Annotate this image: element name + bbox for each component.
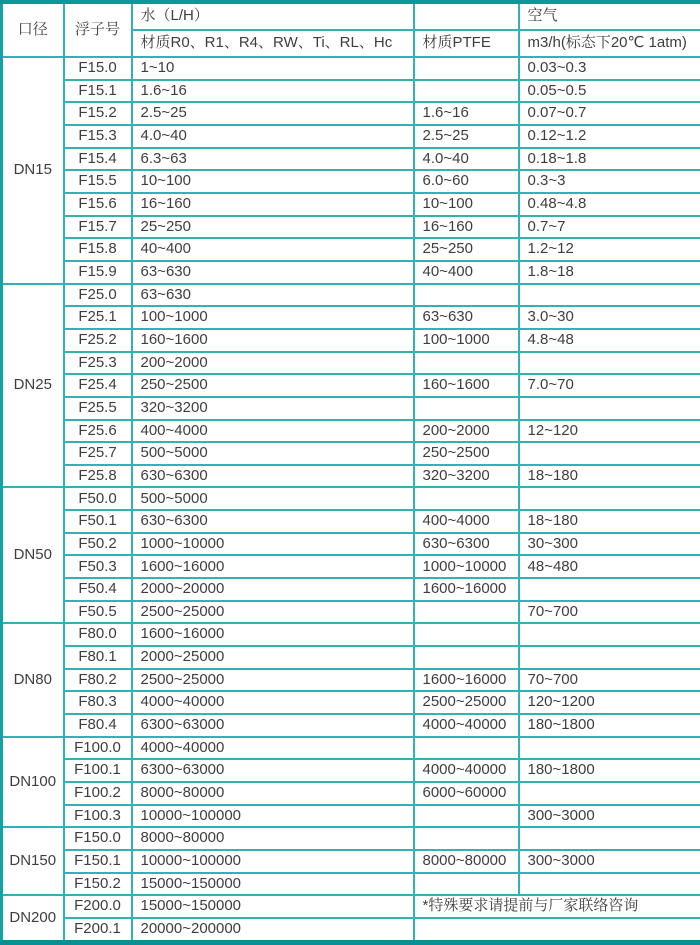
water-metal-range-cell: 10000~100000 [132,805,414,828]
table-row [2,465,700,488]
water-metal-range-cell: 320~3200 [132,397,414,420]
float-number-cell: F80.2 [64,669,132,692]
air-range-cell: 12~120 [519,420,700,443]
table-row [2,691,700,714]
water-metal-range-cell: 63~630 [132,284,414,307]
header-water-material-ptfe: 材质PTFE [414,30,519,57]
diameter-cell: DN50 [2,487,64,623]
water-ptfe-range-cell: 8000~80000 [414,850,519,873]
water-ptfe-range-cell: 400~4000 [414,510,519,533]
float-number-cell: F100.0 [64,737,132,760]
float-number-cell: F15.3 [64,125,132,148]
water-ptfe-range-cell [414,827,519,850]
water-metal-range-cell: 4000~40000 [132,737,414,760]
table-row [2,623,700,646]
water-ptfe-range-cell: 4000~40000 [414,714,519,737]
table-row [2,170,700,193]
air-range-cell: 4.8~48 [519,329,700,352]
float-number-cell: F25.8 [64,465,132,488]
water-metal-range-cell: 160~1600 [132,329,414,352]
water-ptfe-range-cell [414,805,519,828]
water-ptfe-range-cell [414,352,519,375]
table-row [2,510,700,533]
air-range-cell: 18~180 [519,465,700,488]
water-metal-range-cell: 15000~150000 [132,873,414,896]
water-ptfe-range-cell: 6000~60000 [414,782,519,805]
water-ptfe-range-cell [414,623,519,646]
air-range-cell: 70~700 [519,669,700,692]
float-number-cell: F50.0 [64,487,132,510]
float-number-cell: F200.1 [64,918,132,943]
air-range-cell: 180~1800 [519,714,700,737]
table-row [2,125,700,148]
air-range-cell [519,782,700,805]
water-ptfe-range-cell: 320~3200 [414,465,519,488]
float-number-cell: F100.1 [64,759,132,782]
table-row [2,329,700,352]
water-ptfe-range-cell: 1000~10000 [414,555,519,578]
water-metal-range-cell: 500~5000 [132,487,414,510]
air-range-cell: 300~3000 [519,805,700,828]
air-range-cell: 0.03~0.3 [519,57,700,80]
water-ptfe-range-cell: 200~2000 [414,420,519,443]
table-row [2,578,700,601]
water-metal-range-cell: 2500~25000 [132,669,414,692]
water-metal-range-cell: 2.5~25 [132,102,414,125]
diameter-cell: DN200 [2,895,64,942]
float-number-cell: F15.9 [64,261,132,284]
air-range-cell: 7.0~70 [519,374,700,397]
air-range-cell: 48~480 [519,555,700,578]
air-range-cell: 0.3~3 [519,170,700,193]
table-row [2,306,700,329]
water-ptfe-range-cell [414,601,519,624]
air-range-cell [519,487,700,510]
water-metal-range-cell: 1.6~16 [132,80,414,103]
float-number-cell: F80.4 [64,714,132,737]
footnote-cell: *特殊要求请提前与厂家联络咨询 [414,895,700,918]
float-number-cell: F100.3 [64,805,132,828]
table-row [2,759,700,782]
header-water-material-metal: 材质R0、R1、R4、RW、Ti、RL、Hc [132,30,414,57]
air-range-cell [519,442,700,465]
float-number-cell: F25.0 [64,284,132,307]
water-ptfe-range-cell: 16~160 [414,216,519,239]
table-row [2,397,700,420]
air-range-cell: 0.48~4.8 [519,193,700,216]
float-number-cell: F50.1 [64,510,132,533]
float-number-cell: F15.5 [64,170,132,193]
water-ptfe-range-cell: 1600~16000 [414,578,519,601]
water-ptfe-range-cell: 10~100 [414,193,519,216]
float-number-cell: F25.3 [64,352,132,375]
air-range-cell [519,827,700,850]
water-metal-range-cell: 4000~40000 [132,691,414,714]
water-metal-range-cell: 40~400 [132,238,414,261]
table-row [2,737,700,760]
table-row [2,873,700,896]
merged-empty-cell [414,918,700,943]
float-number-cell: F80.0 [64,623,132,646]
float-number-cell: F80.3 [64,691,132,714]
water-metal-range-cell: 20000~200000 [132,918,414,943]
water-ptfe-range-cell [414,57,519,80]
air-range-cell: 180~1800 [519,759,700,782]
header-float-number: 浮子号 [64,2,132,57]
table-row [2,284,700,307]
water-metal-range-cell: 630~6300 [132,465,414,488]
water-metal-range-cell: 2500~25000 [132,601,414,624]
water-ptfe-range-cell: 100~1000 [414,329,519,352]
air-range-cell: 1.8~18 [519,261,700,284]
table-row [2,57,700,80]
table-body [2,57,700,943]
float-number-cell: F15.4 [64,148,132,171]
float-number-cell: F150.1 [64,850,132,873]
water-metal-range-cell: 200~2000 [132,352,414,375]
air-range-cell: 30~300 [519,533,700,556]
water-metal-range-cell: 2000~25000 [132,646,414,669]
float-number-cell: F25.5 [64,397,132,420]
float-number-cell: F25.4 [64,374,132,397]
table-row [2,352,700,375]
water-ptfe-range-cell: 250~2500 [414,442,519,465]
water-metal-range-cell: 1600~16000 [132,555,414,578]
table-row [2,555,700,578]
float-number-cell: F50.2 [64,533,132,556]
air-range-cell [519,352,700,375]
water-ptfe-range-cell [414,737,519,760]
air-range-cell: 120~1200 [519,691,700,714]
diameter-cell: DN100 [2,737,64,828]
air-range-cell [519,873,700,896]
air-range-cell: 0.18~1.8 [519,148,700,171]
table-row [2,442,700,465]
table-row [2,669,700,692]
table-row [2,850,700,873]
float-number-cell: F150.2 [64,873,132,896]
air-range-cell: 0.05~0.5 [519,80,700,103]
water-ptfe-range-cell: 1.6~16 [414,102,519,125]
header-diameter: 口径 [2,2,64,57]
float-number-cell: F15.6 [64,193,132,216]
air-range-cell: 300~3000 [519,850,700,873]
header-water-title: 水（L/H） [132,2,414,30]
water-metal-range-cell: 10000~100000 [132,850,414,873]
water-ptfe-range-cell: 6.0~60 [414,170,519,193]
water-ptfe-range-cell: 25~250 [414,238,519,261]
air-range-cell [519,737,700,760]
float-number-cell: F15.8 [64,238,132,261]
float-number-cell: F100.2 [64,782,132,805]
water-metal-range-cell: 10~100 [132,170,414,193]
table-row [2,261,700,284]
water-ptfe-range-cell [414,80,519,103]
water-ptfe-range-cell: 40~400 [414,261,519,284]
water-ptfe-range-cell [414,646,519,669]
water-ptfe-range-cell [414,487,519,510]
water-metal-range-cell: 500~5000 [132,442,414,465]
float-number-cell: F15.7 [64,216,132,239]
water-metal-range-cell: 2000~20000 [132,578,414,601]
water-ptfe-range-cell [414,873,519,896]
table-row [2,216,700,239]
water-ptfe-range-cell: 4000~40000 [414,759,519,782]
water-metal-range-cell: 6300~63000 [132,759,414,782]
table-row [2,782,700,805]
diameter-cell: DN25 [2,284,64,488]
water-ptfe-range-cell: 630~6300 [414,533,519,556]
water-metal-range-cell: 8000~80000 [132,827,414,850]
table-row [2,487,700,510]
water-ptfe-range-cell: 4.0~40 [414,148,519,171]
water-metal-range-cell: 8000~80000 [132,782,414,805]
table-row [2,420,700,443]
table-row [2,102,700,125]
water-metal-range-cell: 100~1000 [132,306,414,329]
air-range-cell: 0.07~0.7 [519,102,700,125]
air-range-cell [519,623,700,646]
table-row [2,646,700,669]
float-number-cell: F50.3 [64,555,132,578]
table-header [2,2,700,57]
table-row [2,805,700,828]
water-metal-range-cell: 25~250 [132,216,414,239]
float-number-cell: F80.1 [64,646,132,669]
air-range-cell [519,284,700,307]
water-metal-range-cell: 6300~63000 [132,714,414,737]
float-number-cell: F25.6 [64,420,132,443]
water-metal-range-cell: 400~4000 [132,420,414,443]
water-metal-range-cell: 1000~10000 [132,533,414,556]
table-row [2,714,700,737]
float-number-cell: F200.0 [64,895,132,918]
water-metal-range-cell: 63~630 [132,261,414,284]
water-ptfe-range-cell [414,284,519,307]
float-number-cell: F25.1 [64,306,132,329]
header-air-title: 空气 [519,2,700,30]
water-ptfe-range-cell: 63~630 [414,306,519,329]
float-number-cell: F25.2 [64,329,132,352]
water-ptfe-range-cell [414,397,519,420]
diameter-cell: DN80 [2,623,64,736]
header-water-spacer-cell [414,2,519,30]
table-row [2,827,700,850]
header-row-1 [2,2,700,30]
table-row [2,601,700,624]
float-number-cell: F50.5 [64,601,132,624]
header-air-unit: m3/h(标态下20℃ 1atm) [519,30,700,57]
table-row [2,895,700,918]
water-ptfe-range-cell: 2500~25000 [414,691,519,714]
air-range-cell [519,646,700,669]
air-range-cell: 1.2~12 [519,238,700,261]
diameter-cell: DN15 [2,57,64,284]
water-metal-range-cell: 250~2500 [132,374,414,397]
water-metal-range-cell: 1600~16000 [132,623,414,646]
water-ptfe-range-cell: 160~1600 [414,374,519,397]
water-metal-range-cell: 630~6300 [132,510,414,533]
water-metal-range-cell: 4.0~40 [132,125,414,148]
air-range-cell: 18~180 [519,510,700,533]
float-number-cell: F25.7 [64,442,132,465]
water-metal-range-cell: 15000~150000 [132,895,414,918]
water-metal-range-cell: 6.3~63 [132,148,414,171]
float-number-cell: F150.0 [64,827,132,850]
water-metal-range-cell: 16~160 [132,193,414,216]
air-range-cell [519,578,700,601]
table-row [2,193,700,216]
table-row [2,533,700,556]
float-number-cell: F15.2 [64,102,132,125]
table-row [2,148,700,171]
air-range-cell: 70~700 [519,601,700,624]
water-metal-range-cell: 1~10 [132,57,414,80]
air-range-cell: 0.12~1.2 [519,125,700,148]
table-row [2,374,700,397]
float-number-cell: F15.0 [64,57,132,80]
float-number-cell: F15.1 [64,80,132,103]
table-row [2,238,700,261]
diameter-cell: DN150 [2,827,64,895]
air-range-cell: 3.0~30 [519,306,700,329]
float-number-cell: F50.4 [64,578,132,601]
table-row [2,918,700,943]
air-range-cell [519,397,700,420]
air-range-cell: 0.7~7 [519,216,700,239]
water-ptfe-range-cell: 1600~16000 [414,669,519,692]
water-ptfe-range-cell: 2.5~25 [414,125,519,148]
table-row [2,80,700,103]
